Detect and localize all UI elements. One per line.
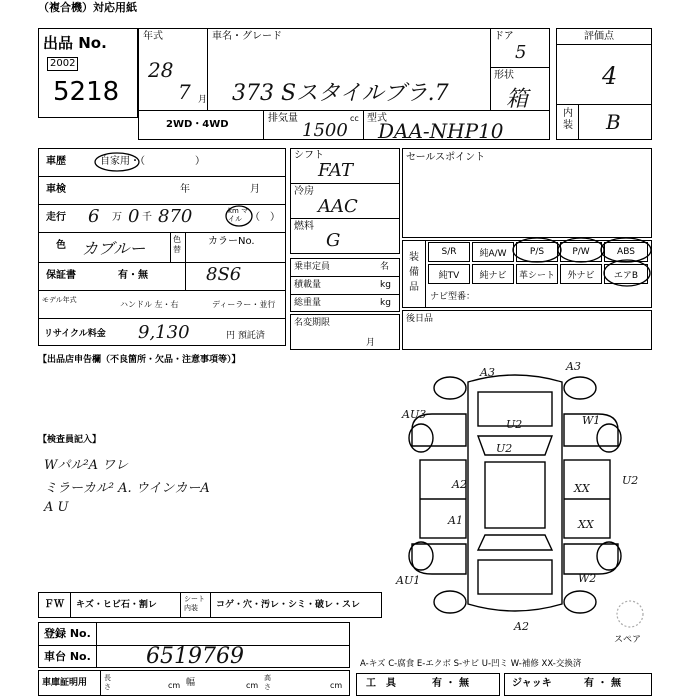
recycle-unit: 円 預託済 (226, 331, 265, 341)
displacement-unit: cc (350, 114, 359, 123)
name-label: 車名・グレード (212, 31, 282, 42)
tools-value: 有 ・ 無 (432, 678, 469, 689)
history-label: 車歴 (46, 156, 66, 167)
ac-label: 冷房 (294, 186, 314, 197)
spare-label: スペア (614, 635, 642, 645)
diagram-label: XX (578, 518, 594, 531)
diagram-label: A3 (480, 366, 495, 379)
diagram-label: W1 (582, 414, 601, 427)
legend: A-キズ C-腐食 E-エクボ S-サビ U-凹ミ W-補修 XX-交換済 (360, 659, 582, 669)
airbag-circle (604, 260, 650, 286)
wid-cm: cm (246, 681, 259, 690)
diagram-label: A2 (452, 478, 467, 491)
fuel-value: G (326, 230, 341, 251)
later-label: 後日品 (406, 314, 434, 324)
color-no-value: 8S6 (206, 264, 242, 285)
wid-label: 幅 (186, 678, 196, 688)
total-unit: kg (380, 298, 391, 308)
equip-navi: 純ナビ (472, 264, 514, 284)
month-value: 7 (178, 80, 191, 104)
tools-label: 工 具 (366, 678, 396, 689)
displacement-label: 排気量 (268, 113, 298, 124)
equip-airbag: エアB (604, 264, 648, 284)
inspector-title: 【検査員記入】 (38, 435, 102, 445)
meimei-label: 名変期限 (294, 318, 331, 328)
model-year-label: モデル年式 (42, 296, 77, 304)
history-circle (95, 153, 139, 171)
interior-value: B (606, 110, 621, 134)
ps-circle (513, 238, 561, 262)
load-unit: kg (380, 280, 391, 290)
shape-label: 形状 (494, 70, 514, 81)
shift-label: シフト (294, 150, 324, 161)
km-label: km マイル (228, 207, 249, 223)
man-unit: 万 (112, 212, 122, 223)
sales-label: セールスポイント (406, 152, 486, 163)
score-value: 4 (602, 62, 618, 90)
recycle-label: リサイクル料金 (44, 329, 106, 339)
equip-leather: 革シート (516, 264, 558, 284)
year-label: 年式 (143, 31, 163, 42)
shape-value: 箱 (506, 87, 529, 112)
inspection-year-unit: 年 (180, 184, 190, 195)
name-value: 373 Sスタイルブラ.7 (232, 81, 449, 106)
recycle-value: 9,130 (138, 322, 190, 343)
abs-circle (601, 238, 651, 262)
note-line-3: A U (44, 500, 69, 515)
diagram-label: U2 (622, 474, 639, 487)
km-circle (226, 206, 252, 226)
lot-number: 5218 (53, 77, 120, 107)
history-value: 自家用・（ ） (100, 156, 205, 167)
shift-value: FAT (318, 160, 353, 181)
fuel-label: 燃料 (294, 221, 314, 232)
equip-tv: 純TV (428, 264, 470, 284)
fw-label: ＦＷ (44, 599, 64, 610)
fw-items: キズ・ヒビ石・割レ (76, 600, 157, 610)
equip-pw: P/W (560, 242, 602, 262)
year-value: 28 (148, 58, 174, 82)
diagram-label: AU3 (402, 408, 427, 421)
diagram-label: U2 (506, 418, 523, 431)
diagram-label: A3 (566, 360, 581, 373)
mileage-label: 走行 (46, 212, 66, 223)
diagram-label: AU1 (396, 574, 421, 587)
warranty-label: 保証書 (46, 270, 76, 281)
chassis-label: 車台 No. (44, 650, 91, 663)
lot-title: 出品 No. (43, 34, 107, 52)
diagram-label: A1 (448, 514, 463, 527)
navi-label: ナビ型番： (430, 292, 476, 302)
len-cm: cm (168, 681, 181, 690)
equip-ext-navi: 外ナビ (560, 264, 602, 284)
equip-aw: 純A/W (472, 242, 514, 262)
mileage-paren: （ ） (250, 212, 280, 223)
color-no-label: カラーNo. (208, 236, 255, 247)
capacity-label: 乗車定員 (294, 262, 331, 272)
total-label: 総重量 (294, 298, 322, 308)
load-label: 積載量 (294, 280, 322, 290)
sen-unit: 千 (142, 212, 152, 223)
hei-label: 高さ (264, 674, 271, 691)
inspection-label: 車検 (46, 184, 66, 195)
interior-label: 内装 (563, 108, 573, 131)
diagram-label: W2 (578, 572, 597, 585)
mileage-sen: 0 (128, 206, 140, 227)
jack-value: 有 ・ 無 (584, 678, 621, 689)
mileage-man: 6 (88, 206, 100, 227)
dealer-label: ディーラー・並行 (212, 300, 276, 309)
equip-sr: S/R (428, 242, 470, 262)
warranty-value: 有・無 (118, 270, 148, 281)
note-line-2: ミラーカル² A. ウインカーA (44, 481, 210, 496)
diagram-label: A2 (514, 620, 529, 633)
pw-circle (558, 238, 604, 262)
seller-title: 【出品店申告欄（不良箇所・欠品・注意事項等）】 (38, 355, 241, 365)
mileage-rest: 870 (158, 206, 193, 227)
door-label: ドア (494, 31, 514, 42)
equip-ps: P/S (516, 242, 558, 262)
model-value: DAA-NHP10 (378, 119, 504, 143)
score-label: 評価点 (584, 31, 614, 42)
color-label: 色 (56, 240, 66, 251)
len-label: 長さ (104, 674, 111, 691)
hei-cm: cm (330, 681, 343, 690)
jack-label: ジャッキ (512, 678, 552, 689)
color-value: カブルー (82, 239, 146, 258)
spare-tire-icon (617, 601, 643, 627)
note-line-1: Wパル²A ワレ (44, 458, 129, 473)
equip-label: 装備品 (409, 252, 419, 293)
ac-value: AAC (318, 196, 358, 217)
inspection-month-unit: 月 (250, 184, 260, 195)
cert-label: 車庫証明用 (42, 678, 88, 688)
equip-abs: ABS (604, 242, 648, 262)
seat-label: シート内装 (184, 595, 205, 612)
chassis-value: 6519769 (146, 644, 244, 669)
seat-items: コゲ・穴・汚レ・シミ・破レ・スレ (216, 600, 361, 610)
door-value: 5 (515, 42, 527, 63)
reg-label: 登録 No. (44, 627, 91, 640)
model-label: 型式 (367, 113, 387, 124)
repaint-label: 色替 (173, 235, 181, 254)
compat-label: （複合機）対応用紙 (38, 1, 137, 14)
meimei-unit: 月 (366, 338, 376, 348)
month-unit: 月 (198, 95, 208, 105)
displacement-value: 1500 (302, 120, 348, 141)
drive-label: 2WD・4WD (166, 119, 229, 130)
capacity-unit: 名 (380, 262, 390, 272)
diagram-label: U2 (496, 442, 513, 455)
diagram-label: XX (574, 482, 590, 495)
lot-year-tag: 2002 (47, 57, 78, 71)
handle-label: ハンドル 左・右 (120, 300, 179, 309)
